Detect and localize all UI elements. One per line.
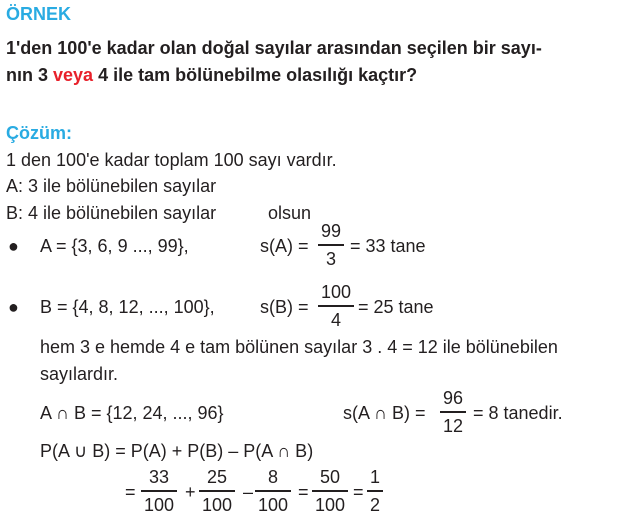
sa-lhs: s(A) = (260, 236, 309, 256)
question-line-1: 1'den 100'e kadar olan doğal sayılar arasından seçilen bir sayı- (6, 38, 542, 58)
set-b: B = {4, 8, 12, ..., 100}, (40, 297, 215, 317)
set-a-intersect-b: A ∩ B = {12, 24, ..., 96} (40, 403, 224, 423)
question-highlight-veya: veya (53, 65, 94, 85)
f1-denominator: 100 (144, 494, 175, 515)
f2-denominator: 100 (202, 494, 233, 515)
f2-numerator: 25 (207, 467, 228, 487)
fraction-33-100 (141, 468, 177, 514)
a-definition: A: 3 ile bölünebilen sayılar (6, 176, 217, 196)
common-divisor-line-1: hem 3 e hemde 4 e tam bölünen sayılar 3 . 4 = 12 ile bölünebilen (40, 337, 558, 357)
sa-rhs: = 33 tane (350, 236, 426, 256)
equals-sign-1: = (125, 482, 136, 502)
f5-denominator: 2 (370, 494, 381, 515)
set-a: A = {3, 6, 9 ..., 99}, (40, 236, 189, 256)
question-line-2-start: nın 3 (6, 65, 54, 85)
f4-denominator: 100 (315, 494, 346, 515)
solution-heading: Çözüm: (6, 123, 72, 143)
f1-numerator: 33 (149, 467, 170, 487)
question-line-2-end: 4 ile tam bölünebilme olasılığı kaçtır? (93, 65, 418, 85)
equals-sign-3: = (353, 482, 364, 502)
f4-numerator: 50 (320, 467, 341, 487)
sab-fraction (440, 389, 466, 435)
equals-sign-2: = (298, 482, 309, 502)
fraction-25-100 (199, 468, 235, 514)
f3-numerator: 8 (268, 467, 279, 487)
example-heading: ÖRNEK (6, 4, 72, 24)
minus-sign: – (243, 482, 254, 502)
f5-numerator: 1 (370, 467, 381, 487)
sb-denominator: 4 (331, 309, 342, 330)
sb-lhs: s(B) = (260, 297, 309, 317)
question-line-2 (6, 65, 417, 86)
sb-rhs: = 25 tane (358, 297, 434, 317)
fraction-1-2 (367, 468, 383, 514)
probability-formula: P(A ∪ B) = P(A) + P(B) – P(A ∩ B) (40, 441, 314, 461)
bullet-a: ● (8, 236, 19, 256)
sb-numerator: 100 (321, 282, 352, 302)
total-count-line: 1 den 100'e kadar toplam 100 sayı vardır. (6, 150, 337, 170)
b-definition: B: 4 ile bölünebilen sayılar (6, 203, 217, 223)
sab-denominator: 12 (443, 415, 464, 436)
f3-denominator: 100 (258, 494, 289, 515)
sa-fraction (318, 222, 344, 268)
sab-lhs: s(A ∩ B) = (343, 403, 426, 423)
plus-sign: + (185, 482, 196, 502)
sab-numerator: 96 (443, 388, 464, 408)
bullet-b: ● (8, 297, 19, 317)
sab-rhs: = 8 tanedir. (473, 403, 563, 423)
fraction-50-100 (312, 468, 348, 514)
sb-fraction (318, 283, 354, 329)
fraction-8-100 (255, 468, 291, 514)
olsun-word: olsun (268, 203, 312, 223)
sa-denominator: 3 (326, 248, 337, 269)
sa-numerator: 99 (321, 221, 342, 241)
common-divisor-line-2: sayılardır. (40, 364, 119, 384)
